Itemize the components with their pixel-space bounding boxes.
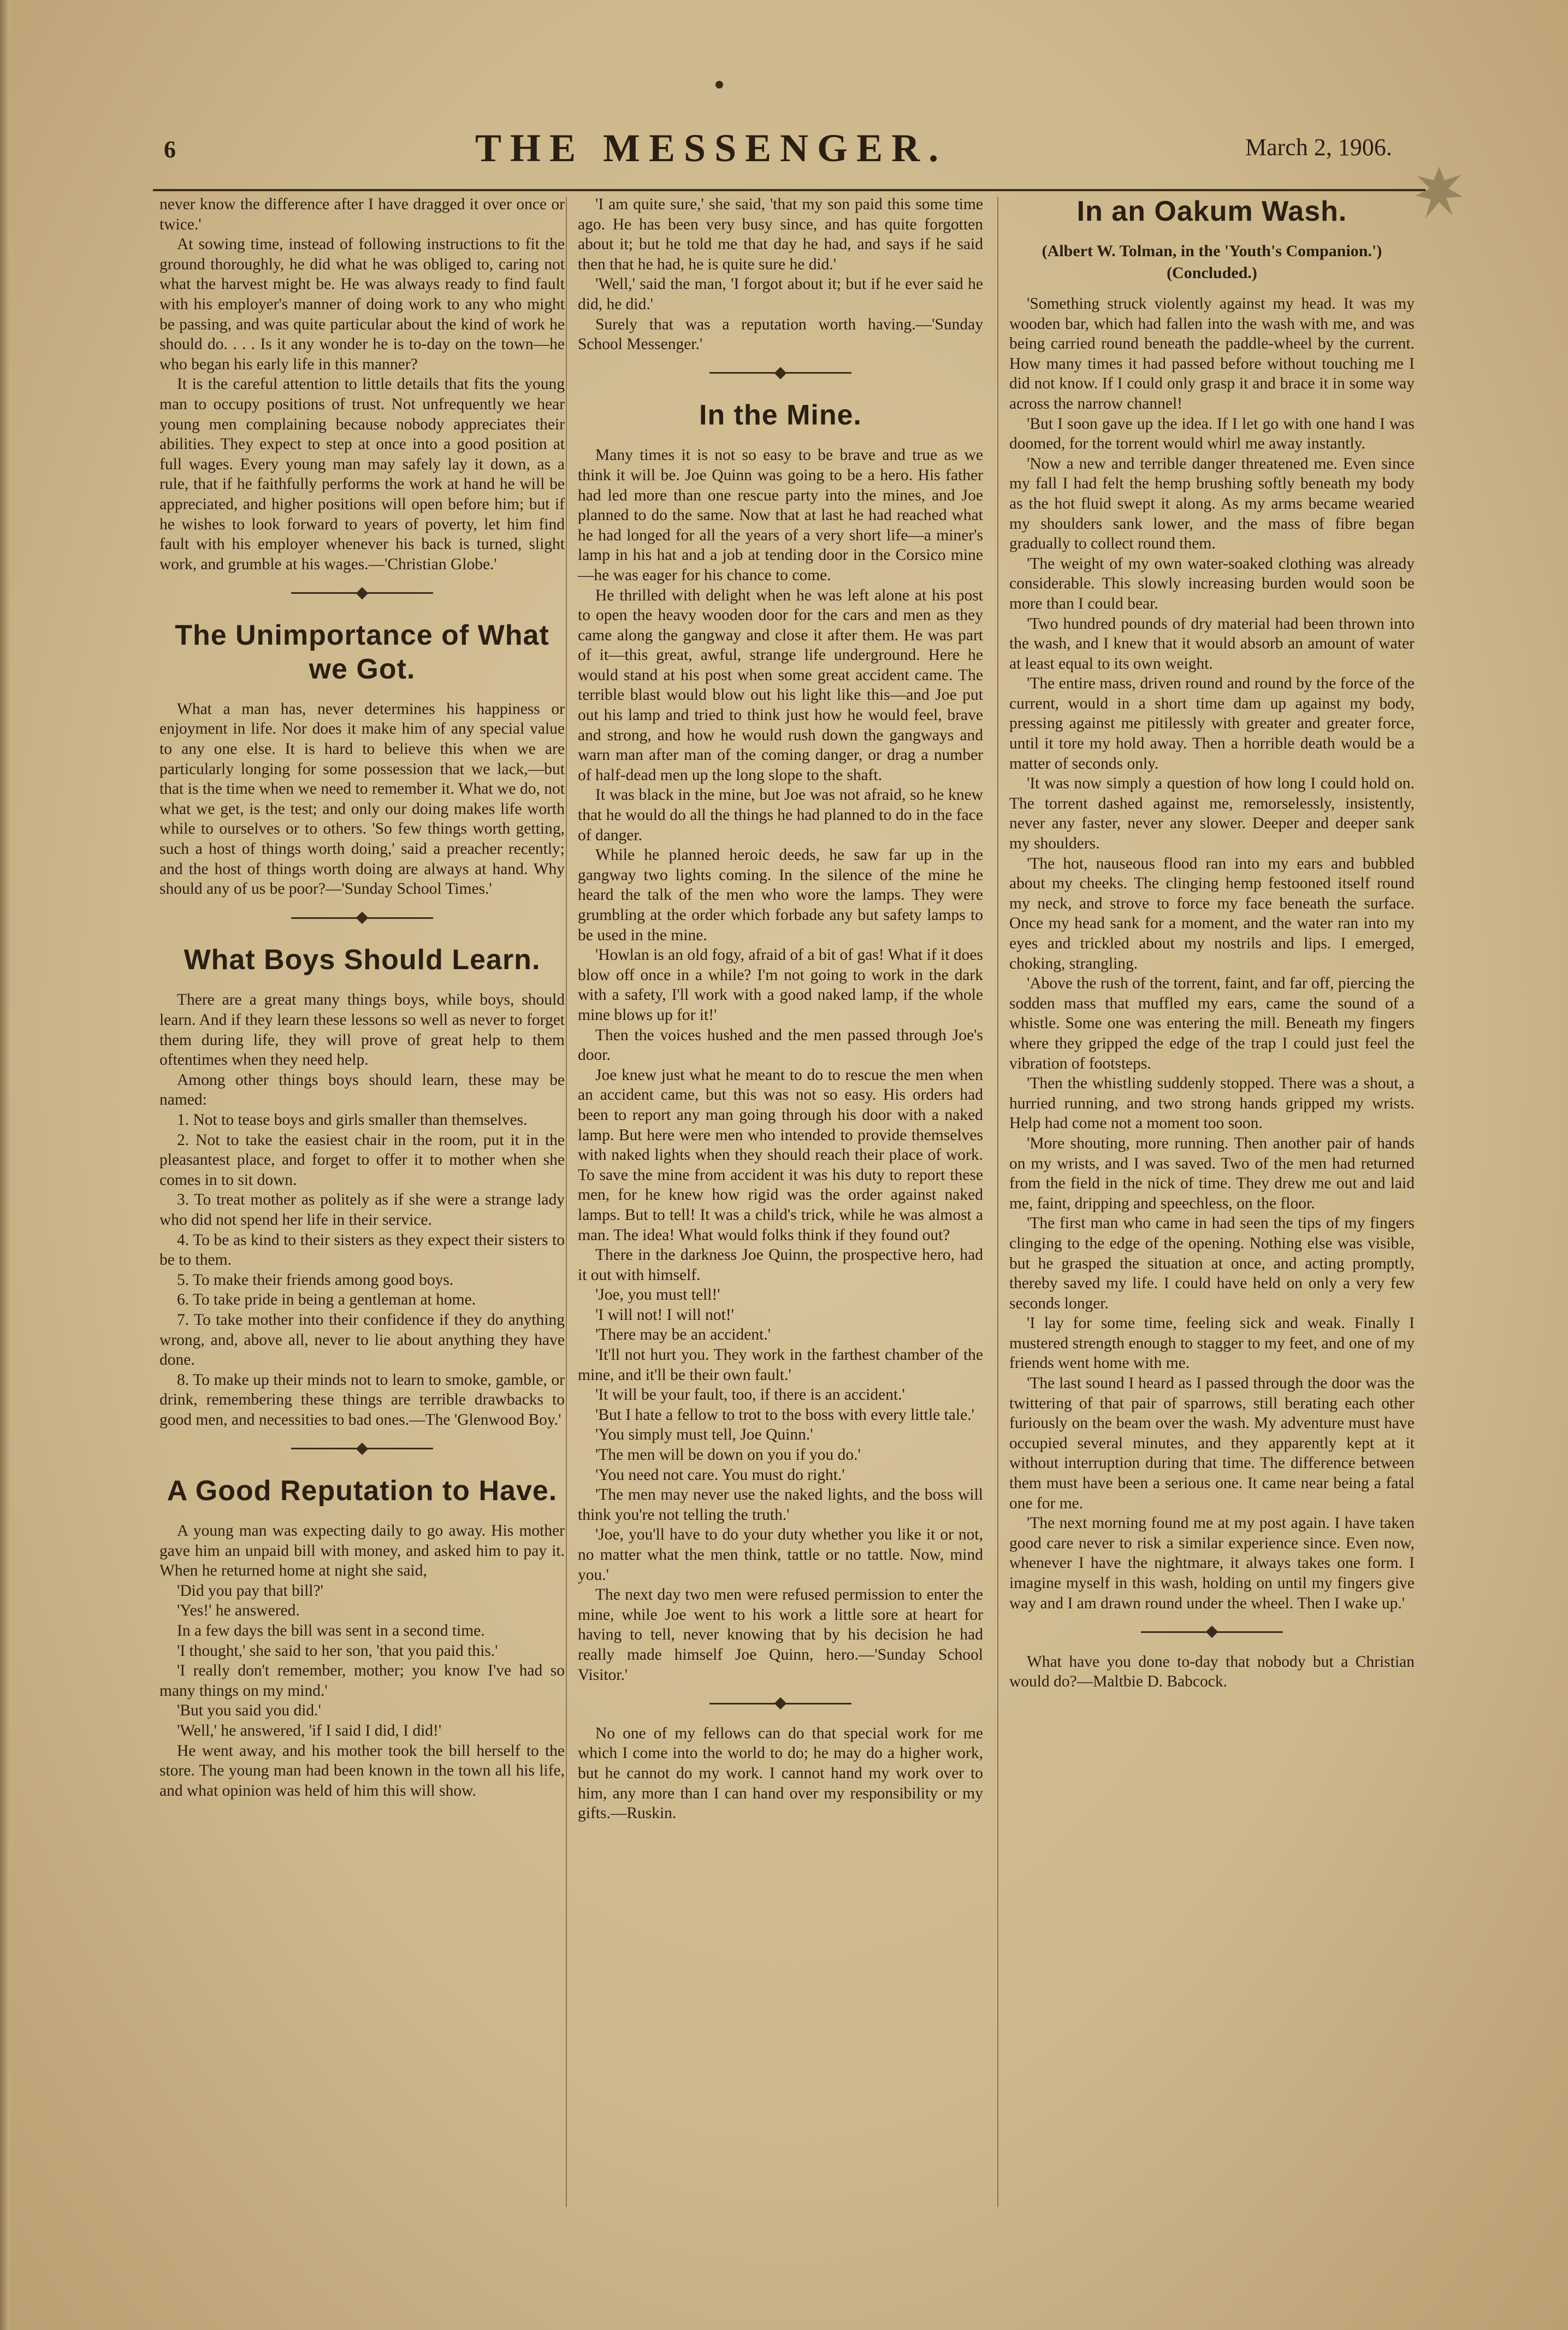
list-item: 3. To treat mother as politely as if she were a strange lady who did not spend her life in their service.: [159, 1191, 565, 1229]
paragraph: What a man has, never determines his happiness or enjoyment in life. Nor does it make him of any special value to any one else. It is hard to believe this when we are particularly longing for some possession that we lack,—but that is the time when we need to remember it. What we do, not what we get, is the test; and only our doing makes life worth while to ourselves or to others. 'So few things worth getting, such a host of things worth doing,' said a preacher recently; and the host of things worth doing are always at hand. Why should any of us be poor?—'Sunday School Times.': [159, 700, 565, 898]
list-item: 1. Not to tease boys and girls smaller than themselves.: [177, 1111, 528, 1129]
paragraph: Many times it is not so easy to be brave and true as we think it will be. Joe Quinn was going to be a hero. His father had led more than one rescue party into the mines, and Joe planned to do the same. Now that at last he had reached what he had longed for all the years of a very short life—a miner's lamp in his hat and a job at tending door in the Corsico mine—he was eager for his chance to come.: [578, 446, 983, 584]
paragraph: 'But I hate a fellow to trot to the boss with every little tale.': [595, 1406, 974, 1424]
column-1: [159, 194, 565, 1801]
paragraph: 'The entire mass, driven round and round by the force of the current, would in a short time dam up against my body, pressing against me pitilessly with greater and greater force, until it tore my hold away. Then a horrible death would be a matter of seconds only.: [1009, 675, 1415, 772]
list-item: 5. To make their friends among good boys.: [177, 1271, 454, 1289]
masthead: THE MESSENGER.: [475, 126, 948, 170]
article-heading: A Good Reputation to Have.: [167, 1475, 558, 1507]
paragraph: Joe knew just what he meant to do to rescue the men when an accident came, but this was not so easy. His orders had been to report any man going through his door with a naked lamp. But here were men who intended to provide themselves with naked lights when they should reach their place of work. To save the mine from accident it was his duty to report these men, for he knew how rigid was the order against naked lamps. But to tell! It was a child's trick, while he was almost a man. The idea! What would folks think if they found out?: [578, 1066, 983, 1244]
paragraph: 'It'll not hurt you. They work in the farthest chamber of the mine, and it'll be their own fault.': [578, 1346, 983, 1384]
paragraph: While he planned heroic deeds, he saw far up in the gangway two lights coming. In the silence of the mine he heard the talk of the men who wore the lamps. They were grumbling at the order which forbade any but safety lamps to be used in the mine.: [578, 846, 983, 944]
section-separator: [159, 907, 565, 927]
paragraph: 'The weight of my own water-soaked clothing was already considerable. This slowly increasing burden would soon be more than I could bear.: [1009, 555, 1415, 612]
paragraph: 'The men may never use the naked lights, and the boss will think you're not telling the truth.': [578, 1486, 983, 1524]
paragraph: 'The first man who came in had seen the tips of my fingers clinging to the edge of the opening. Nothing else was visible, but he grasped the situation at once, and acting promptly, thereby saved my life. I could have held on only a very few seconds longer.: [1009, 1214, 1415, 1312]
paragraph: 'Did you pay that bill?': [177, 1582, 323, 1600]
paragraph: 'Well,' said the man, 'I forgot about it; but if he ever said he did, he did.': [578, 275, 983, 313]
issue-date: March 2, 1906.: [1245, 134, 1392, 161]
page-header: [0, 126, 1568, 175]
paragraph: 'I thought,' she said to her son, 'that you paid this.': [177, 1642, 498, 1660]
paragraph: never know the difference after I have dragged it over once or twice.': [159, 196, 565, 233]
paragraph: 'But I soon gave up the idea. If I let go with one hand I was doomed, for the torrent would whirl me away instantly.: [1009, 415, 1415, 453]
paragraph: 'But you said you did.': [177, 1702, 321, 1720]
paragraph: 'There may be an accident.': [595, 1326, 771, 1344]
paragraph: It was black in the mine, but Joe was not afraid, so he knew that he would do all the things he had planned to do in the face of danger.: [578, 786, 983, 844]
article-heading: What Boys Should Learn.: [184, 944, 541, 976]
list-item: 4. To be as kind to their sisters as they expect their sisters to be to them.: [159, 1231, 565, 1269]
paragraph: At sowing time, instead of following instructions to fit the ground thoroughly, he did what he was obliged to, caring not what the harvest might be. He was always ready to find fault with his employer's manner of doing work to any who might be passing, and was quite particular about the kind of work he should do. . . . Is it any wonder he is to-day on the town—he who began his early life in this manner?: [159, 235, 565, 373]
paragraph: 'The last sound I heard as I passed through the door was the twittering of that pair of sparrows, still berating each other furiously on the beam over the wash. My adventure must have occupied several minutes, and they apparently kept at it without interruption during that time. The difference between them must have been a serious one. It came near being a fatal one for me.: [1009, 1375, 1415, 1512]
column-2: [578, 194, 983, 1824]
section-separator: [159, 1437, 565, 1458]
page-fold-edge: [0, 0, 10, 2330]
paragraph: 'Yes!' he answered.: [177, 1602, 300, 1620]
paragraph: He thrilled with delight when he was left alone at his post to open the heavy wooden door for the cars and men as they came along the gangway and close it after them. He was part of it—this great, awful, strange life underground. Here he would stand at his post when some great accident came. The terrible blast would blow out his light like this—and Joe put out his lamp and tried to think just how he would feel, brave and strong, and how he would rush down the gangways and warn man after man of the coming danger, or drag a number of half-dead men up the long slope to the shaft.: [578, 586, 983, 784]
continuation-note: (Concluded.): [1167, 264, 1257, 282]
list-item: 8. To make up their minds not to learn to smoke, gamble, or drink, remembering these things are terrible drawbacks to good men, and necessities to bad ones.—The 'Glenwood Boy.': [159, 1371, 565, 1429]
paragraph: 'I am quite sure,' she said, 'that my son paid this some time ago. He has been very busy since, and has quite forgotten about it; but he told me that day he had, and says if he said then that he had, he is quite sure he did.': [578, 196, 983, 273]
paragraph: Surely that was a reputation worth having.—'Sunday School Messenger.': [578, 315, 983, 353]
paragraph: 'Joe, you must tell!': [595, 1286, 720, 1304]
page-number: 6: [164, 136, 176, 163]
paragraph: 'Howlan is an old fogy, afraid of a bit of gas! What if it does blow off once in a while? I'm not going to work in the dark with a safety, I'll work with a good naked lamp, if the whole mine blows up for it!': [578, 946, 983, 1024]
paragraph: 'I will not! I will not!': [595, 1306, 734, 1324]
article-heading: The Unimportance of What we Got.: [175, 619, 549, 685]
paragraph: 'I really don't remember, mother; you know I've had so many things on my mind.': [159, 1662, 565, 1700]
paragraph: 'The men will be down on you if you do.': [595, 1446, 861, 1464]
paragraph: 'Joe, you'll have to do your duty whether you like it or not, no matter what the men think, tattle or no tattle. Now, mind you.': [578, 1526, 983, 1584]
paragraph: No one of my fellows can do that special work for me which I come into the world to do; he may do a higher work, but he cannot do my work. I cannot hand my work over to him, any more than I can hand over my responsibility or my gifts.—Ruskin.: [578, 1724, 983, 1822]
paragraph: 'Something struck violently against my head. It was my wooden bar, which had fallen into the wash with me, and was being carried round beneath the paddle-wheel by the current. How many times it had passed before without touching me I did not know. If I could only grasp it and brace it in some way across the narrow channel!: [1009, 295, 1415, 412]
column-rule: [566, 197, 567, 2207]
byline: (Albert W. Tolman, in the 'Youth's Companion.'): [1042, 242, 1382, 260]
paragraph: It is the careful attention to little details that fits the young man to occupy positions of trust. Not unfrequently we hear young men complaining because nobody appreciates their abilities. They expect to step at once into a good position at full wages. Every young man may safely lay it down, as a rule, that if he faithfully performs the work at hand he will be appreciated, and higher positions will open before him; but if he wishes to look forward to years of poverty, let him find fault with his employer whenever his back is turned, slight work, and grumble at his wages.—'Christian Globe.': [159, 375, 565, 573]
paragraph: There are a great many things boys, while boys, should learn. And if they learn these lessons so well as never to forget them during life, they will prove of great help to them oftentimes when they need help.: [159, 991, 565, 1069]
paragraph: 'I lay for some time, feeling sick and weak. Finally I mustered strength enough to stagger to my feet, and one of my friends went home with me.: [1009, 1314, 1415, 1372]
paragraph: Then the voices hushed and the men passed through Joe's door.: [578, 1026, 983, 1064]
paragraph: 'Above the rush of the torrent, faint, and far off, piercing the sodden mass that muffled my ears, came the sound of a whistle. Some one was entering the mill. Beneath my fingers where they gripped the edge of the trap I could just feel the vibration of footsteps.: [1009, 975, 1415, 1072]
paragraph: 'Then the whistling suddenly stopped. There was a shout, a hurried running, and two strong hands gripped my wrists. Help had come not a moment too soon.: [1009, 1075, 1415, 1132]
section-separator: [578, 362, 983, 382]
paragraph: 'The next morning found me at my post again. I have taken good care never to risk a similar experience since. Even now, whenever I have the nightmare, it always takes one form. I imagine myself in this wash, holding on until my fingers give way and I am drawn round under the wheel. Then I wake up.': [1009, 1514, 1415, 1612]
list-item: 7. To take mother into their confidence if they do anything wrong, and, above all, never to lie about anything they have done.: [159, 1311, 565, 1369]
paragraph: 'The hot, nauseous flood ran into my ears and bubbled about my cheeks. The clinging hemp festooned itself round my neck, and strove to force my face beneath the surface. Once my head sank for a moment, and the water ran into my eyes and trickled about my nostrils and lips. I emerged, choking, strangling.: [1009, 854, 1415, 972]
paragraph: Among other things boys should learn, these may be named:: [159, 1071, 565, 1109]
column-rule: [997, 197, 998, 2207]
ink-spot: [715, 81, 723, 89]
paragraph: What have you done to-day that nobody but a Christian would do?—Maltbie D. Babcock.: [1009, 1653, 1415, 1691]
header-rule: [153, 189, 1425, 191]
paragraph: A young man was expecting daily to go away. His mother gave him an unpaid bill with money, and asked him to pay it. When he returned home at night she said,: [159, 1522, 565, 1580]
section-separator: [578, 1692, 983, 1713]
section-separator: [1009, 1621, 1415, 1641]
paragraph: 'Two hundred pounds of dry material had been thrown into the wash, and I knew that it would absorb an amount of water at least equal to its own weight.: [1009, 615, 1415, 673]
paragraph: 'You need not care. You must do right.': [595, 1466, 845, 1484]
paragraph: There in the darkness Joe Quinn, the prospective hero, had it out with himself.: [578, 1246, 983, 1284]
paragraph: 'It was now simply a question of how long I could hold on. The torrent dashed against me, remorselessly, insistently, never any faster, never any slower. Deeper and deeper sank my shoulders.: [1009, 775, 1415, 853]
paragraph: In a few days the bill was sent in a second time.: [177, 1622, 485, 1640]
column-3: [1009, 194, 1415, 1692]
list-item: 6. To take pride in being a gentleman at home.: [177, 1291, 476, 1309]
list-item: 2. Not to take the easiest chair in the room, put it in the pleasantest place, and forget to offer it to mother when she comes in to sit down.: [159, 1131, 565, 1189]
section-separator: [159, 582, 565, 602]
article-heading: In the Mine.: [699, 399, 862, 432]
paragraph: 'More shouting, more running. Then another pair of hands on my wrists, and I was saved. Two of the men had returned from the field in the nick of time. They drew me out and laid me, faint, dripping and speechless, on the floor.: [1009, 1134, 1415, 1212]
paragraph: He went away, and his mother took the bill herself to the store. The young man had been known in the town all his life, and what opinion was held of him this will show.: [159, 1742, 565, 1800]
paragraph: 'You simply must tell, Joe Quinn.': [595, 1426, 813, 1444]
paragraph: 'Well,' he answered, 'if I said I did, I did!': [177, 1722, 442, 1739]
article-heading: In an Oakum Wash.: [1076, 196, 1347, 227]
paragraph: 'It will be your fault, too, if there is an accident.': [595, 1386, 905, 1404]
paragraph: 'Now a new and terrible danger threatened me. Even since my fall I had felt the hemp brushing softly beneath my body as the hot fluid swept it along. As my arms became wearied my shoulders sank lower, and the mass of fibre began gradually to collect round them.: [1009, 455, 1415, 553]
paragraph: The next day two men were refused permission to enter the mine, while Joe went to his work a little sore at heart for having to tell, never knowing that by his decision he had really made himself Joe Quinn, hero.—'Sunday School Visitor.': [578, 1586, 983, 1684]
